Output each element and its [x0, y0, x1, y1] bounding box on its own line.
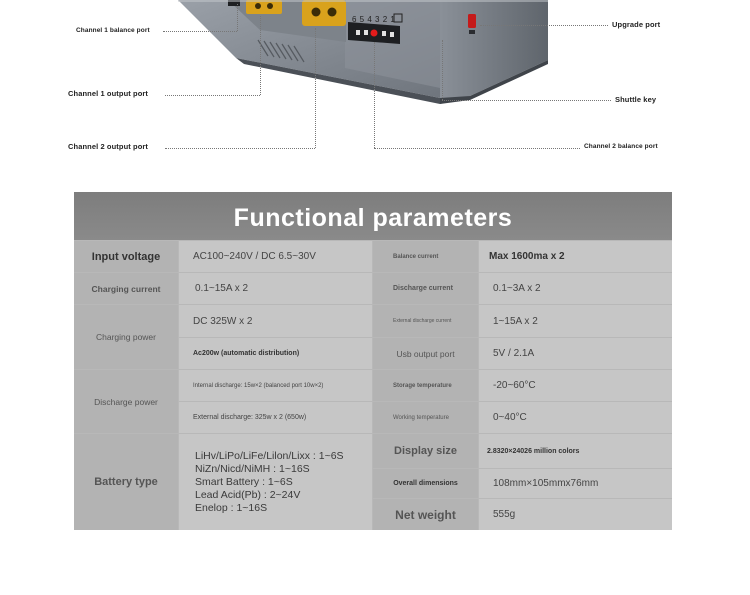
callout-channel2-output-port: Channel 2 output port	[68, 142, 149, 151]
callout-shuttle-key: Shuttle key	[615, 95, 657, 104]
leader-channel1-output	[165, 95, 260, 96]
leader-channel2-balance	[374, 148, 580, 149]
callout-channel2-balance-port: Channel 2 balance port	[584, 143, 658, 150]
leader-channel1-balance-vertical	[237, 4, 238, 31]
charging-power-value-ac: Ac200w (automatic distribution)	[179, 338, 372, 369]
charging-current-value: 0.1~15A x 2	[179, 273, 372, 304]
charging-power-label: Charging power	[74, 305, 178, 369]
callout-channel1-output-port: Channel 1 output port	[68, 89, 149, 98]
input-voltage-value: AC100~240V / DC 6.5~30V	[179, 241, 372, 272]
battery-type-list	[179, 434, 372, 530]
working-temperature-value: 0~40°C	[479, 402, 672, 433]
battery-type-label: Battery type	[74, 434, 178, 530]
callout-channel1-balance-port: Channel 1 balance port	[76, 27, 150, 34]
external-discharge-current-value: 1~15A x 2	[479, 305, 672, 337]
balance-current-value: Max 1600ma x 2	[479, 241, 672, 272]
charging-power-value-dc: DC 325W x 2	[179, 305, 372, 337]
discharge-power-external: External discharge: 325w x 2 (650w)	[179, 402, 372, 433]
leader-shuttle-key-vertical	[442, 40, 443, 100]
balance-current-label: Balance current	[373, 241, 478, 272]
external-discharge-current-label: External discharge current	[373, 305, 478, 337]
net-weight-label: Net weight	[373, 499, 478, 530]
discharge-power-label: Discharge power	[74, 370, 178, 433]
overall-dimensions-value: 108mm×105mmx76mm	[479, 469, 672, 498]
port-digits: 6 5 4 3 2 1	[352, 15, 396, 24]
usb-output-port-label: Usb output port	[373, 338, 478, 369]
battery-type-item: LiHv/LiPo/LiFe/Lilon/Lixx : 1~6S	[195, 449, 344, 462]
working-temperature-label: Working temperature	[373, 402, 478, 433]
battery-type-item: NiZn/Nicd/NiMH : 1~16S	[195, 462, 310, 475]
leader-upgrade-port	[480, 25, 608, 26]
net-weight-value: 555g	[479, 499, 672, 530]
callout-upgrade-port: Upgrade port	[612, 20, 661, 29]
leader-channel2-output	[165, 148, 315, 149]
usb-output-port-value: 5V / 2.1A	[479, 338, 672, 369]
functional-parameters-table	[74, 192, 672, 530]
battery-type-item: Lead Acid(Pb) : 2~24V	[195, 488, 301, 501]
storage-temperature-label: Storage temperature	[373, 370, 478, 401]
battery-type-item: Smart Battery : 1~6S	[195, 475, 293, 488]
leader-channel1-output-vertical	[260, 16, 261, 95]
leader-channel2-output-vertical	[315, 28, 316, 148]
leader-channel2-balance-vertical	[374, 42, 375, 148]
leader-channel1-balance	[163, 31, 237, 32]
params-title: Functional parameters	[74, 192, 672, 240]
discharge-current-value: 0.1~3A x 2	[479, 273, 672, 304]
display-size-label: Display size	[373, 434, 478, 468]
overall-dimensions-label: Overall dimensions	[373, 469, 478, 498]
discharge-power-internal: Internal discharge: 15w×2 (balanced port 10w×2)	[179, 370, 372, 401]
charging-current-label: Charging current	[74, 273, 178, 304]
battery-type-item: Enelop : 1~16S	[195, 501, 268, 514]
leader-shuttle-key	[442, 100, 611, 101]
input-voltage-label: Input voltage	[74, 241, 178, 272]
display-size-value: 2.8320×24026 million colors	[479, 434, 672, 468]
discharge-current-label: Discharge current	[373, 273, 478, 304]
product-photo	[0, 0, 750, 175]
storage-temperature-value: -20~60°C	[479, 370, 672, 401]
